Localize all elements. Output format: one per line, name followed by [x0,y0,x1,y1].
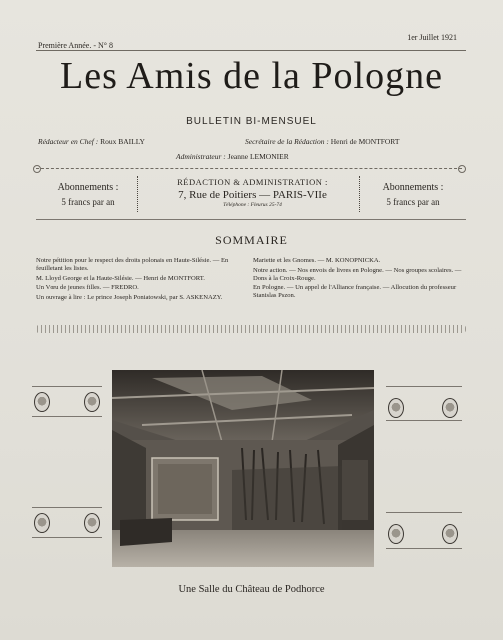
frame-rule [386,512,462,513]
subscription-left [38,182,138,207]
castle-hall-photo [112,370,374,567]
sommaire-left-column [36,257,241,304]
masthead-title: Les Amis de la Pologne [60,55,443,97]
staff-secretary [245,137,399,146]
frame-rule [32,507,102,508]
rule-ornament-left [33,165,41,173]
chief-name: Roux BAILLY [100,137,145,146]
address-phone: Téléphone : Fleurus 25-74 [223,202,282,208]
issue-date: 1er Juillet 1921 [407,33,457,42]
secretary-role: Secrétaire de la Rédaction : [245,137,329,146]
medallion-icon [388,398,404,418]
editorial-address [140,177,365,208]
address-line: 7, Rue de Poitiers — PARIS-VIIe [178,189,327,201]
medallion-icon [442,524,458,544]
medallion-icon [34,513,50,533]
separator-left [137,176,138,212]
frame-rule [386,386,462,387]
sommaire-item: Mariette et les Gnomes. — M. KONOPNICKA. [253,257,381,264]
chief-role: Rédacteur en Chef : [38,137,99,146]
subscription-left-price: 5 francs par an [61,197,115,207]
subscription-right [363,182,463,207]
medallion-icon [442,398,458,418]
sommaire-item: Notre action. — Nos envois de livres en Pologne. — Nos groupes scolaires. — Dons à la Croix-Rouge. [253,266,462,282]
sommaire-item: Un ouvrage à lire : Le prince Joseph Poniatowski, par S. ASKENAZY. [36,294,223,302]
frame-rule [386,548,462,549]
address-heading: RÉDACTION & ADMINISTRATION : [177,177,328,187]
header-dashed-rule [36,168,462,169]
frame-rule [32,386,102,387]
issue-number: Première Année. - N° 8 [38,41,113,50]
rule-ornament-right [458,165,466,173]
medallion-icon [388,524,404,544]
sommaire-item: En Pologne. — Un appel de l'Alliance française. — Allocution du professeur Stanislas Pszon. [253,284,457,300]
castle-hall-illustration [112,370,374,567]
admin-role: Administrateur : [176,152,226,161]
masthead-subtitle: BULLETIN BI-MENSUEL [186,116,317,127]
sommaire-item: M. Lloyd George et la Haute-Silésie. — Henri de MONTFORT. [36,274,205,282]
top-rule [36,50,466,51]
sommaire-item: Notre pétition pour le respect des droits polonais en Haute-Silésie. — En feuilletant les listes. [36,257,229,272]
subscription-right-label: Abonnements : [382,182,444,193]
medallion-icon [84,392,100,412]
photo-caption: Une Salle du Château de Podhorce [178,584,325,595]
admin-name: Jeanne LEMONIER [227,152,289,161]
secretary-name: Henri de MONTFORT [330,137,400,146]
staff-admin [176,152,289,161]
medallion-icon [34,392,50,412]
sommaire-item: Un Vœu de jeunes filles. — FREDRO. [36,284,139,292]
frame-rule [32,416,102,417]
frame-rule [32,537,102,538]
subscription-left-label: Abonnements : [57,182,119,193]
ornamental-chain-border [36,325,466,333]
separator-right [359,176,360,212]
address-bottom-rule [36,219,466,220]
medallion-icon [84,513,100,533]
subscription-right-price: 5 francs par an [386,197,440,207]
staff-chief [38,137,145,146]
frame-rule [386,420,462,421]
sommaire-right-column [253,257,465,302]
sommaire-heading: SOMMAIRE [215,233,288,247]
